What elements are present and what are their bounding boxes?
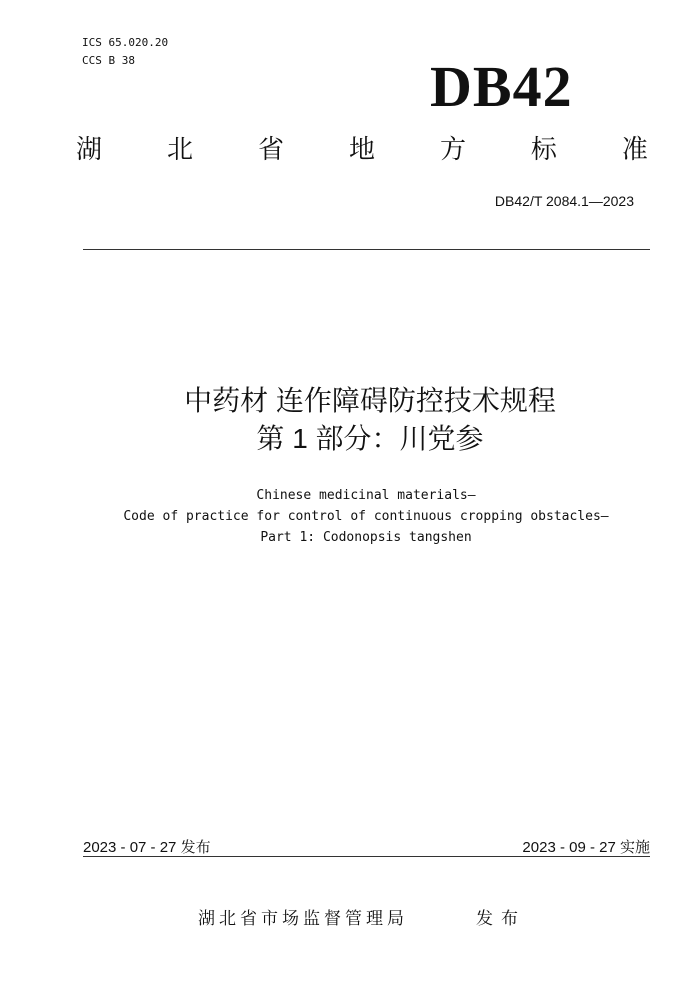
standard-title-char: 准	[621, 134, 648, 164]
db42-logo: DB42	[430, 54, 573, 119]
standard-title-char: 方	[439, 134, 466, 164]
english-title-line: Chinese medicinal materials—	[256, 488, 476, 503]
issue-date: 2023 - 07 - 27 发布	[83, 839, 211, 856]
header-divider	[83, 249, 650, 250]
standard-number: DB42/T 2084.1—2023	[494, 193, 634, 209]
standard-title-char: 地	[348, 134, 375, 164]
english-title	[0, 485, 700, 548]
publisher-name: 湖北省市场监督管理局	[198, 909, 408, 928]
standard-category-title	[76, 136, 648, 162]
english-title-line: Part 1: Codonopsis tangshen	[260, 530, 472, 545]
standard-title-char: 标	[530, 134, 557, 164]
standard-title-char: 北	[166, 134, 193, 164]
standard-title-char: 省	[257, 134, 284, 164]
standard-title-char: 湖	[76, 134, 103, 164]
english-title-line: Code of practice for control of continuous cropping obstacles—	[123, 509, 609, 524]
ccs-code: CCS B 38	[82, 54, 135, 67]
chinese-title-line: 中药材 连作障碍防控技术规程	[184, 385, 556, 416]
footer-divider	[83, 856, 650, 857]
ics-code: ICS 65.020.20	[82, 36, 169, 49]
publish-label: 发布	[476, 909, 526, 928]
chinese-subtitle-line: 第 1 部分：川党参	[256, 422, 484, 454]
chinese-title	[0, 382, 700, 458]
implementation-date: 2023 - 09 - 27 实施	[522, 839, 650, 856]
